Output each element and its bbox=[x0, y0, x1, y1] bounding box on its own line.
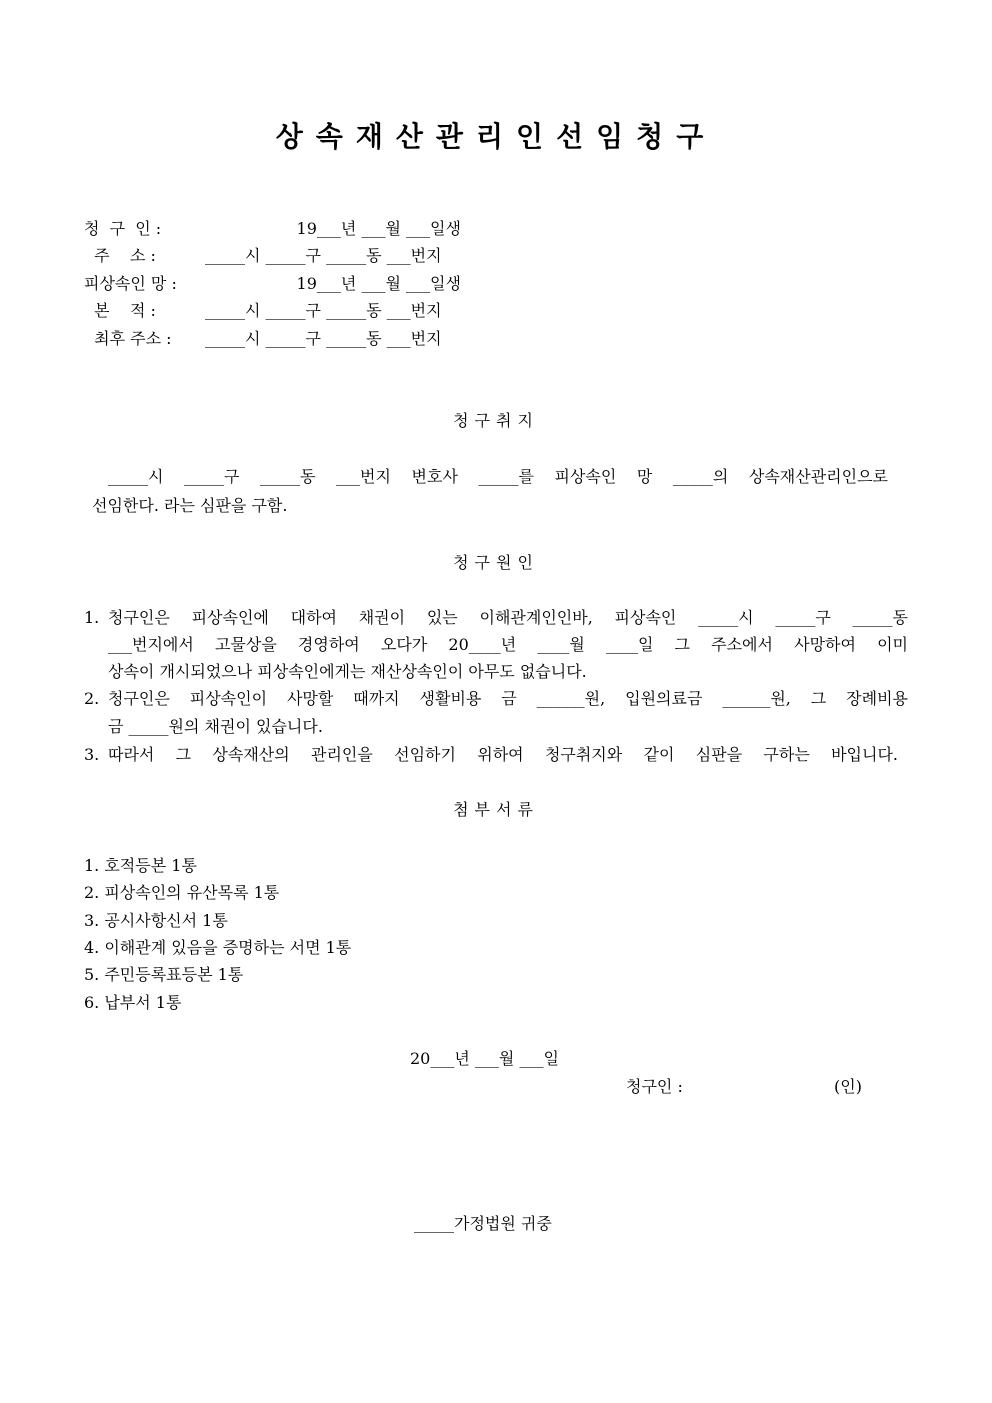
decedent-value: 19___년 ___월 ___일생 bbox=[205, 274, 461, 293]
cause-item-1-line-1: 청구인은 피상속인에 대하여 채권이 있는 이해관계인인바, 피상속인 _____시 _____구 _____동 bbox=[108, 608, 908, 627]
claim-cause-heading: 청구원인 bbox=[453, 553, 539, 572]
domicile-value: _____시 _____구 _____동 ___번지 bbox=[205, 301, 442, 320]
document-title: 상속재산관리인선임청구 bbox=[275, 120, 717, 153]
claim-purpose-line-2: 선임한다. 라는 심판을 구함. bbox=[92, 496, 288, 515]
attachment-item-6: 6. 납부서 1통 bbox=[84, 993, 182, 1012]
attachment-item-5: 5. 주민등록표등본 1통 bbox=[84, 965, 244, 984]
attachment-item-2: 2. 피상속인의 유산목록 1통 bbox=[84, 883, 280, 902]
attachment-item-4: 4. 이해관계 있음을 증명하는 서면 1통 bbox=[84, 938, 352, 957]
domicile-label: 본 적 : bbox=[84, 301, 156, 320]
last-address-value: _____시 _____구 _____동 ___번지 bbox=[205, 329, 442, 348]
cause-item-3-line-1: 따라서 그 상속재산의 관리인을 선임하기 위하여 청구취지와 같이 심판을 구하는 바입니다. bbox=[108, 745, 898, 764]
cause-item-2-line-1: 청구인은 피상속인이 사망할 때까지 생활비용 금 ______원, 입원의료금 ______원, 그 장례비용 bbox=[108, 689, 908, 708]
claimant-label: 청 구 인 : bbox=[84, 219, 162, 238]
attachment-item-3: 3. 공시사항신서 1통 bbox=[84, 911, 228, 930]
seal-mark: (인) bbox=[834, 1077, 862, 1096]
decedent-label: 피상속인 망 : bbox=[84, 274, 177, 293]
cause-item-2-line-2: 금 _____원의 채권이 있습니다. bbox=[108, 717, 323, 736]
signature-label: 청구인 : bbox=[626, 1077, 683, 1096]
attachment-item-1: 1. 호적등본 1통 bbox=[84, 856, 197, 875]
cause-item-1-line-3: 상속이 개시되었으나 피상속인에게는 재산상속인이 아무도 없습니다. bbox=[108, 662, 587, 681]
cause-item-1-number: 1. bbox=[84, 608, 100, 627]
attachments-heading: 첨부서류 bbox=[453, 800, 539, 819]
cause-item-3-number: 3. bbox=[84, 745, 100, 764]
address-value: _____시 _____구 _____동 ___번지 bbox=[205, 246, 442, 265]
court-addressee: _____가정법원 귀중 bbox=[414, 1214, 552, 1233]
claim-purpose-line-1: _____시 _____구 _____동 ___번지 변호사 _____를 피상속인 망 _____의 상속재산관리인으로 bbox=[108, 467, 888, 486]
cause-item-1-line-2: ___번지에서 고물상을 경영하여 오다가 20____년 ____월 ____일 그 주소에서 사망하여 이미 bbox=[108, 635, 908, 654]
cause-item-2-number: 2. bbox=[84, 689, 100, 708]
last-address-label: 최후 주소 : bbox=[84, 329, 172, 348]
address-label: 주 소 : bbox=[84, 246, 156, 265]
date-line: 20___년 ___월 ___일 bbox=[410, 1049, 559, 1068]
claimant-value: 19___년 ___월 ___일생 bbox=[205, 219, 461, 238]
claim-purpose-heading: 청구취지 bbox=[453, 411, 539, 430]
